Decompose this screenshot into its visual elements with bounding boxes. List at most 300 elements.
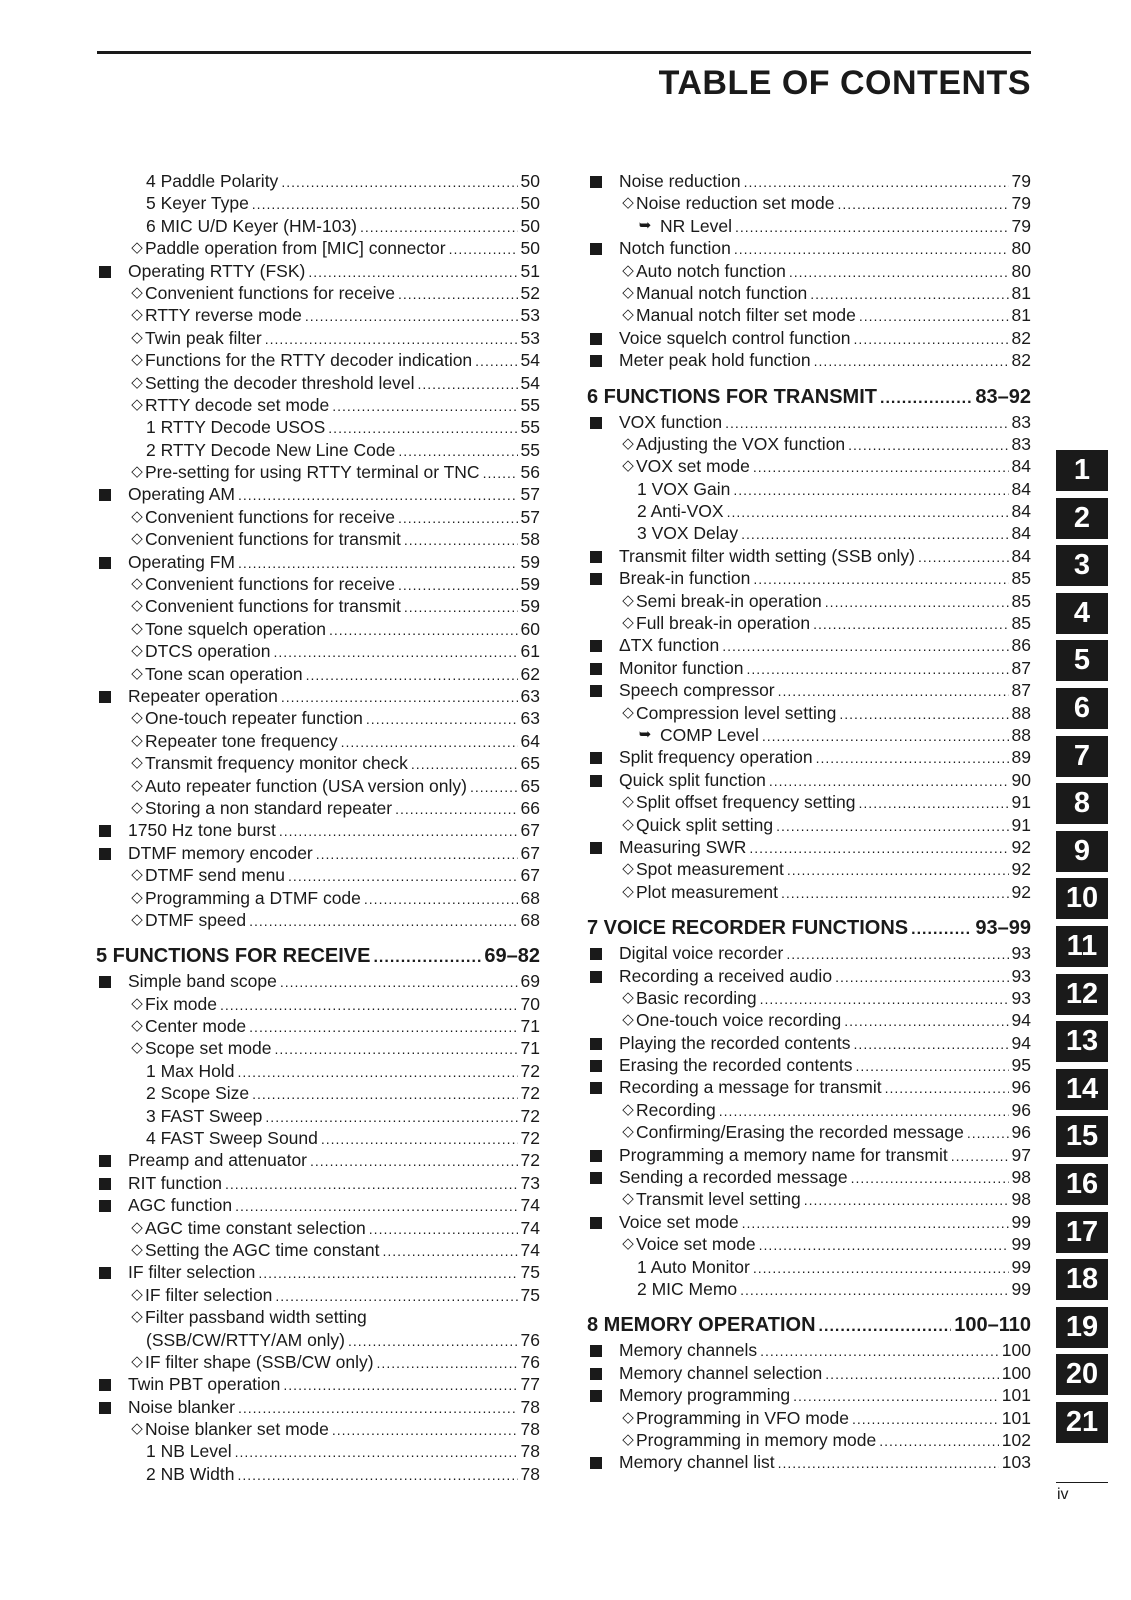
toc-entry-label: Measuring SWR [619,836,747,857]
toc-entry-page: 83 [1011,411,1031,432]
toc-entry-page: 98 [1011,1167,1031,1188]
chapter-tab-2[interactable]: 2 [1056,498,1108,539]
square-bullet-icon [587,836,605,859]
toc-entry-label: 3 FAST Sweep [146,1105,263,1126]
toc-entry[interactable] [96,909,540,931]
dot-leader [753,568,1008,590]
toc-entry-page: 92 [1011,881,1031,902]
diamond-bullet-icon: ◇ [131,776,143,794]
dot-leader [885,1077,1009,1099]
dot-leader [252,1083,517,1105]
toc-entry-label: VOX function [619,411,723,432]
chapter-tab-10[interactable]: 10 [1056,878,1108,919]
toc-entry-label: 1 RTTY Decode USOS [146,417,326,438]
diamond-bullet-icon: ◇ [131,910,143,928]
toc-entry[interactable] [587,1009,1031,1031]
toc-entry-page: 99 [1011,1278,1031,1299]
dot-leader [306,664,518,686]
toc-entry[interactable] [96,797,540,819]
dot-leader [225,1173,518,1195]
toc-entry[interactable] [96,260,540,282]
toc-entry[interactable] [587,657,1031,679]
toc-entry[interactable] [96,1149,540,1171]
toc-entry-label: 2 RTTY Decode New Line Code [146,439,396,460]
toc-entry-label: Playing the recorded contents [619,1032,851,1053]
toc-entry[interactable] [587,170,1031,192]
toc-entry[interactable] [587,1256,1031,1278]
toc-entry-page: 84 [1011,545,1031,566]
toc-entry-label: Voice squelch control function [619,327,851,348]
toc-entry[interactable] [587,1076,1031,1098]
toc-entry-label: COMP Level [660,724,759,745]
diamond-bullet-icon: ◇ [131,1039,143,1057]
toc-entry-label: Semi break-in operation [636,590,822,611]
toc-entry[interactable] [96,595,540,617]
toc-entry[interactable] [96,1105,540,1127]
square-bullet-icon [587,411,605,434]
section-page-range: 93–99 [975,917,1031,940]
diamond-bullet-icon: ◇ [131,888,143,906]
toc-entry[interactable] [587,1233,1031,1255]
toc-entry-label: Voice set mode [636,1234,756,1255]
toc-entry[interactable] [96,551,540,573]
toc-entry[interactable] [96,993,540,1015]
dot-leader [813,613,1008,635]
dot-leader [360,216,518,238]
toc-section-heading[interactable] [587,1312,1031,1338]
dot-leader [265,328,518,350]
toc-entry[interactable] [96,1373,540,1395]
square-bullet-icon [587,1076,605,1099]
toc-section-heading[interactable] [96,943,540,969]
toc-entry[interactable] [96,1172,540,1194]
toc-entry[interactable] [96,618,540,640]
chapter-tab-21[interactable]: 21 [1056,1402,1108,1443]
toc-entry[interactable] [587,327,1031,349]
toc-entry[interactable] [587,942,1031,964]
diamond-bullet-icon: ◇ [131,351,143,369]
toc-entry[interactable] [96,775,540,797]
chapter-tab-9[interactable]: 9 [1056,831,1108,872]
chapter-tab-8[interactable]: 8 [1056,783,1108,824]
toc-entry[interactable] [96,282,540,304]
toc-entry-page: 52 [520,282,540,303]
toc-entry-label: Transmit level setting [636,1189,801,1210]
toc-entry-label: Convenient functions for receive [145,506,395,527]
toc-entry[interactable] [96,1261,540,1283]
square-bullet-icon [587,769,605,792]
diamond-bullet-icon: ◇ [131,1218,143,1236]
square-bullet-icon [96,1172,114,1195]
toc-section-heading[interactable] [587,384,1031,410]
toc-entry[interactable] [96,416,540,438]
dot-leader [238,1061,518,1083]
square-bullet-icon [587,1166,605,1189]
toc-entry-label: Auto notch function [636,260,786,281]
toc-entry[interactable] [587,965,1031,987]
diamond-bullet-icon: ◇ [131,709,143,727]
toc-entry-page: 63 [520,685,540,706]
diamond-bullet-icon: ◇ [131,1285,143,1303]
toc-entry[interactable] [587,192,1031,214]
chapter-tab-16[interactable]: 16 [1056,1164,1108,1205]
toc-entry-label: Quick split function [619,769,766,790]
toc-entry[interactable] [96,1440,540,1462]
toc-entry[interactable] [96,372,540,394]
toc-entry-label: Memory programming [619,1385,791,1406]
toc-entry[interactable] [587,1451,1031,1473]
toc-entry-page: 90 [1011,769,1031,790]
toc-entry-label: Noise reduction [619,171,741,191]
toc-entry[interactable] [96,1217,540,1239]
toc-entry[interactable] [96,1194,540,1216]
toc-entry[interactable] [96,707,540,729]
toc-entry[interactable] [96,730,540,752]
chapter-tab-13[interactable]: 13 [1056,1021,1108,1062]
toc-entry[interactable] [587,791,1031,813]
toc-entry-label: RTTY decode set mode [145,394,330,415]
toc-entry-label: Programming in memory mode [636,1429,877,1450]
toc-entry[interactable] [587,702,1031,724]
toc-entry[interactable] [587,1121,1031,1143]
toc-entry-page: 86 [1011,635,1031,656]
page-title: TABLE OF CONTENTS [658,64,1031,102]
toc-entry-page: 79 [1011,171,1031,191]
toc-entry[interactable] [96,970,540,992]
dot-leader [851,1167,1009,1189]
toc-entry-page: 59 [520,596,540,617]
toc-entry[interactable] [587,433,1031,455]
diamond-bullet-icon: ◇ [131,463,143,481]
toc-entry[interactable] [587,1339,1031,1361]
toc-entry[interactable] [96,1329,540,1351]
dot-leader [417,373,517,395]
toc-entry[interactable] [96,887,540,909]
toc-entry-label: Pre-setting for using RTTY terminal or TNC [145,462,480,483]
chapter-tab-15[interactable]: 15 [1056,1116,1108,1157]
diamond-bullet-icon: ◇ [131,373,143,391]
dot-leader [855,1055,1008,1077]
dot-leader [288,865,517,887]
toc-entry[interactable] [96,1015,540,1037]
square-bullet-icon [96,483,114,506]
chapter-tab-6[interactable]: 6 [1056,688,1108,729]
toc-entry-label: Full break-in operation [636,613,811,634]
toc-entry[interactable] [96,1037,540,1059]
toc-entry-label: Sending a recorded message [619,1167,848,1188]
toc-entry-label: 1 VOX Gain [637,478,731,499]
toc-entry-page: 75 [520,1262,540,1283]
toc-entry[interactable] [96,864,540,886]
toc-entry-page: 67 [520,820,540,841]
toc-entry[interactable] [587,411,1031,433]
diamond-bullet-icon: ◇ [622,283,634,301]
toc-entry-page: 93 [1011,987,1031,1008]
toc-entry[interactable] [587,478,1031,500]
toc-entry[interactable] [587,1362,1031,1384]
toc-entry-label: 4 FAST Sweep Sound [146,1128,318,1149]
toc-entry[interactable] [96,1127,540,1149]
toc-entry-page: 64 [520,730,540,751]
chapter-tab-18[interactable]: 18 [1056,1259,1108,1300]
square-bullet-icon [587,170,605,193]
toc-entry[interactable] [587,612,1031,634]
toc-entry-page: 93 [1011,965,1031,986]
toc-entry[interactable] [587,634,1031,656]
dot-leader [280,971,518,993]
toc-entry-label: Preamp and attenuator [128,1150,308,1171]
toc-entry-page: 56 [520,462,540,483]
toc-entry-label: 5 Keyer Type [146,193,249,214]
dot-leader [274,1038,517,1060]
toc-entry[interactable] [587,881,1031,903]
chapter-tab-4[interactable]: 4 [1056,593,1108,634]
toc-entry[interactable] [587,1054,1031,1076]
toc-entry-page: 78 [520,1396,540,1417]
toc-entry-page: 85 [1011,613,1031,634]
toc-entry-page: 70 [520,993,540,1014]
toc-entry[interactable] [587,215,1031,237]
toc-entry[interactable] [587,1166,1031,1188]
toc-entry[interactable] [587,260,1031,282]
toc-entry[interactable] [587,590,1031,612]
dot-leader [369,1218,518,1240]
toc-entry[interactable] [587,814,1031,836]
toc-entry-page: 71 [520,1016,540,1037]
toc-entry-page: 53 [520,305,540,326]
toc-entry-label: 2 Anti-VOX [637,501,724,522]
toc-entry[interactable] [587,545,1031,567]
toc-entry-label: Scope set mode [145,1038,272,1059]
square-bullet-icon [587,1339,605,1362]
toc-entry[interactable] [96,304,540,326]
toc-entry[interactable] [587,304,1031,326]
toc-entry[interactable] [587,1099,1031,1121]
toc-entry-label: Digital voice recorder [619,943,784,964]
toc-entry-page: 96 [1011,1099,1031,1120]
toc-entry-label: RTTY reverse mode [145,305,302,326]
toc-entry[interactable] [96,1463,540,1485]
toc-entry[interactable] [96,327,540,349]
toc-entry-label: (SSB/CW/RTTY/AM only) [146,1329,346,1350]
toc-entry-page: 74 [520,1239,540,1260]
square-bullet-icon [96,970,114,993]
toc-entry[interactable] [96,1239,540,1261]
toc-entry[interactable] [587,769,1031,791]
toc-entry[interactable] [96,528,540,550]
toc-entry-page: 50 [520,238,540,259]
toc-entry-label: 1 Auto Monitor [637,1256,750,1277]
toc-entry[interactable] [587,1384,1031,1406]
chapter-tab-17[interactable]: 17 [1056,1212,1108,1253]
toc-entry-page: 94 [1011,1032,1031,1053]
dot-leader [398,440,517,462]
toc-section-heading[interactable] [587,915,1031,941]
toc-entry-label: Filter passband width setting [145,1307,367,1328]
toc-entry-label: Programming a memory name for transmit [619,1144,948,1165]
square-bullet-icon [587,545,605,568]
diamond-bullet-icon: ◇ [622,988,634,1006]
toc-entry[interactable] [96,663,540,685]
toc-entry[interactable] [96,573,540,595]
chapter-tab-12[interactable]: 12 [1056,974,1108,1015]
toc-entry-page: 79 [1011,215,1031,236]
toc-entry-label: 2 NB Width [146,1463,235,1484]
toc-entry[interactable] [587,500,1031,522]
dot-leader [825,1363,999,1385]
dot-leader [769,770,1009,792]
toc-entry-label: Simple band scope [128,971,277,992]
toc-entry[interactable] [587,724,1031,746]
toc-entry[interactable] [587,455,1031,477]
toc-entry-page: 92 [1011,859,1031,880]
toc-entry[interactable] [96,237,540,259]
toc-entry[interactable] [96,1351,540,1373]
diamond-bullet-icon: ◇ [622,703,634,721]
diamond-bullet-icon: ◇ [622,1408,634,1426]
toc-entry[interactable] [587,1032,1031,1054]
dot-leader [373,945,481,971]
square-bullet-icon [96,842,114,865]
toc-entry[interactable] [96,640,540,662]
chapter-tab-11[interactable]: 11 [1056,926,1108,967]
toc-entry-page: 77 [520,1374,540,1395]
toc-entry[interactable] [96,192,540,214]
dot-leader [760,988,1009,1010]
toc-entry[interactable] [587,1188,1031,1210]
chapter-tab-3[interactable]: 3 [1056,545,1108,586]
diamond-bullet-icon: ◇ [131,1240,143,1258]
toc-entry-label: Convenient functions for transmit [145,596,401,617]
toc-entry[interactable] [96,842,540,864]
toc-entry[interactable] [587,349,1031,371]
toc-entry-label: Convenient functions for transmit [145,529,401,550]
section-title: 7 VOICE RECORDER FUNCTIONS [587,917,909,940]
toc-entry[interactable] [96,1284,540,1306]
toc-entry[interactable] [587,282,1031,304]
toc-entry[interactable] [96,461,540,483]
toc-entry[interactable] [96,506,540,528]
toc-entry[interactable] [96,685,540,707]
toc-entry[interactable] [96,1418,540,1440]
toc-entry[interactable] [96,1396,540,1418]
dot-leader [329,619,518,641]
toc-entry[interactable] [587,237,1031,259]
dot-leader [848,434,1008,456]
dot-leader [741,523,1008,545]
chapter-tab-20[interactable]: 20 [1056,1354,1108,1395]
dot-leader [762,725,1009,747]
toc-entry[interactable] [587,1211,1031,1233]
toc-entry[interactable] [587,1407,1031,1429]
toc-entry-page: 54 [520,372,540,393]
toc-entry-page: 91 [1011,792,1031,813]
toc-entry[interactable] [587,679,1031,701]
chapter-tab-14[interactable]: 14 [1056,1069,1108,1110]
toc-entry-page: 67 [520,865,540,886]
toc-entry[interactable] [587,1144,1031,1166]
chapter-tab-19[interactable]: 19 [1056,1307,1108,1348]
toc-entry-page: 72 [520,1128,540,1149]
toc-entry-label: 6 MIC U/D Keyer (HM-103) [146,215,358,236]
chapter-tab-7[interactable]: 7 [1056,736,1108,777]
toc-entry[interactable] [587,987,1031,1009]
dot-leader [778,680,1009,702]
diamond-bullet-icon: ◇ [131,239,143,257]
dot-leader [273,641,517,663]
toc-entry-page: 92 [1011,836,1031,857]
toc-entry-page: 84 [1011,478,1031,499]
dot-leader [316,843,518,865]
toc-entry-label: NR Level [660,215,732,236]
toc-entry-label: Storing a non standard repeater [145,797,393,818]
toc-entry[interactable] [96,215,540,237]
toc-entry-page: 72 [520,1083,540,1104]
square-bullet-icon [587,1032,605,1055]
toc-entry-page: 103 [1001,1452,1031,1473]
toc-entry-label: DTMF speed [145,909,247,930]
toc-entry[interactable] [587,522,1031,544]
dot-leader [735,216,1009,238]
toc-entry[interactable] [587,858,1031,880]
toc-entry-page: 55 [520,439,540,460]
dot-leader [742,1212,1009,1234]
toc-entry[interactable] [96,1082,540,1104]
top-rule [97,51,1031,54]
toc-entry[interactable] [96,1306,540,1328]
toc-entry-page: 96 [1011,1122,1031,1143]
toc-entry[interactable] [587,567,1031,589]
dot-leader [837,193,1008,215]
chapter-tab-5[interactable]: 5 [1056,640,1108,681]
toc-entry[interactable] [96,483,540,505]
square-bullet-icon [587,1451,605,1474]
square-bullet-icon [587,1384,605,1407]
toc-entry[interactable] [96,170,540,192]
toc-entry-page: 88 [1011,702,1031,723]
toc-entry-label: 1 NB Level [146,1441,232,1462]
chapter-tab-1[interactable]: 1 [1056,450,1108,491]
dot-leader [283,1374,517,1396]
toc-entry[interactable] [96,819,540,841]
toc-entry[interactable] [96,349,540,371]
toc-entry-label: Tone scan operation [145,663,303,684]
toc-entry[interactable] [587,1429,1031,1451]
dot-leader [744,171,1009,193]
toc-entry-label: Meter peak hold function [619,350,811,371]
toc-entry[interactable] [587,1278,1031,1300]
toc-entry-page: 95 [1011,1055,1031,1076]
dot-leader [252,193,518,215]
diamond-bullet-icon: ◇ [622,793,634,811]
toc-entry[interactable] [96,1060,540,1082]
diamond-bullet-icon: ◇ [131,283,143,301]
diamond-bullet-icon: ◇ [622,194,634,212]
diamond-bullet-icon: ◇ [131,866,143,884]
toc-entry-label: 1 Max Hold [146,1060,235,1081]
toc-entry[interactable] [96,394,540,416]
toc-entry[interactable] [587,746,1031,768]
dot-leader [238,552,518,574]
square-bullet-icon [587,1144,605,1167]
toc-entry[interactable] [96,752,540,774]
toc-entry[interactable] [587,836,1031,858]
toc-entry-label: 3 VOX Delay [637,523,739,544]
diamond-bullet-icon: ◇ [131,395,143,413]
toc-entry[interactable] [96,439,540,461]
square-bullet-icon [96,685,114,708]
toc-entry-label: Operating RTTY (FSK) [128,260,306,281]
